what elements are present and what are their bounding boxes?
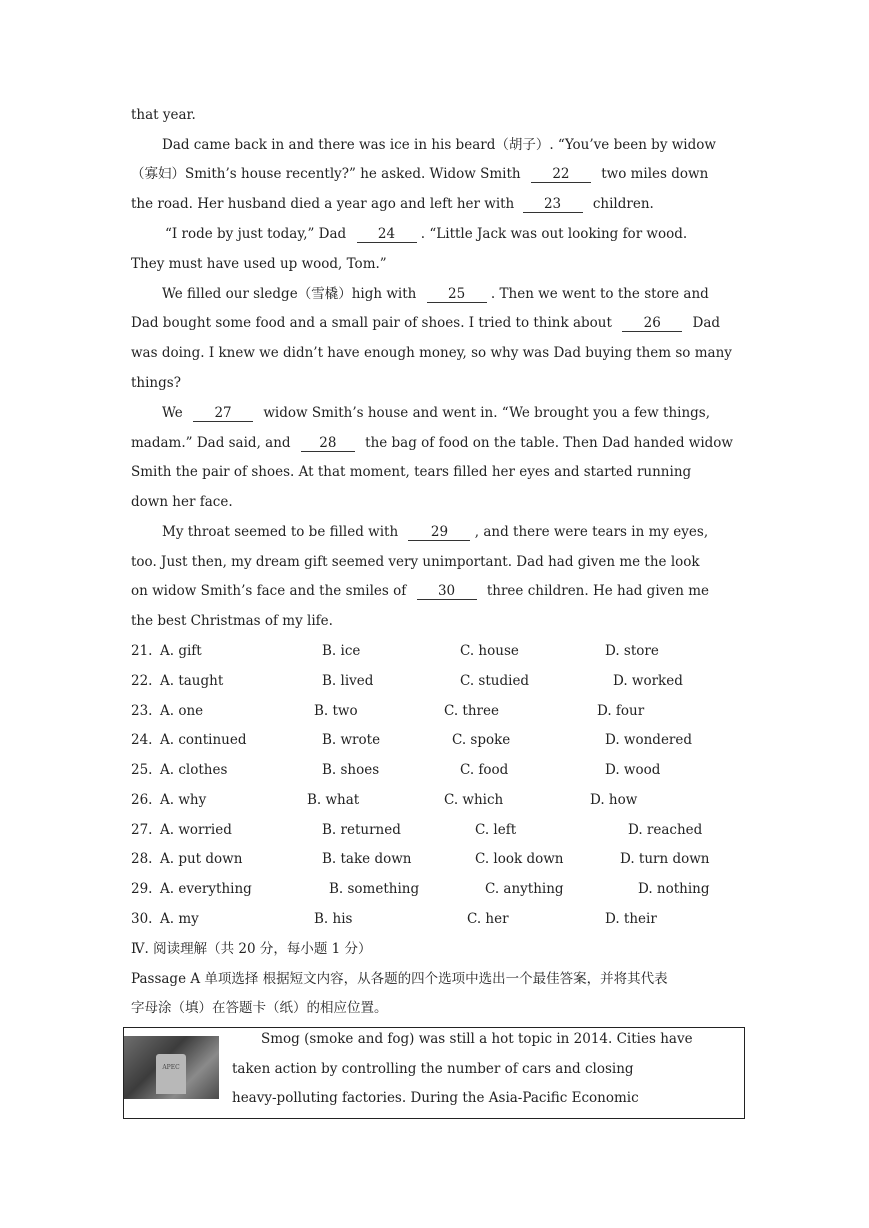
blank-30: 30 xyxy=(417,583,477,600)
story-line: We 27 widow Smith’s house and went in. “We brought you a few things, xyxy=(162,405,711,421)
option-b[interactable]: B. wrote xyxy=(322,732,381,748)
question-number: 22. xyxy=(131,673,153,689)
option-d[interactable]: D. store xyxy=(605,643,659,659)
apec-stone xyxy=(156,1054,186,1094)
question-number: 24. xyxy=(131,732,153,748)
apec-photo xyxy=(124,1036,219,1099)
option-d[interactable]: D. wondered xyxy=(605,732,693,748)
option-c[interactable]: C. anything xyxy=(485,881,564,897)
option-d[interactable]: D. four xyxy=(597,703,645,719)
option-a[interactable]: A. gift xyxy=(160,643,202,659)
blank-29: 29 xyxy=(408,524,470,541)
option-d[interactable]: D. worked xyxy=(613,673,683,689)
option-b[interactable]: B. ice xyxy=(322,643,361,659)
passage-line: heavy-polluting factories. During the Asia-Pacific Economic xyxy=(232,1090,639,1106)
question-number: 27. xyxy=(131,822,153,838)
option-c[interactable]: C. look down xyxy=(475,851,564,867)
option-c[interactable]: C. left xyxy=(475,822,517,838)
question-29 xyxy=(131,879,751,899)
option-d[interactable]: D. nothing xyxy=(638,881,710,897)
option-a[interactable]: A. put down xyxy=(160,851,243,867)
option-b[interactable]: B. lived xyxy=(322,673,374,689)
option-c[interactable]: C. spoke xyxy=(452,732,511,748)
question-24 xyxy=(131,730,751,750)
option-a[interactable]: A. taught xyxy=(160,673,224,689)
story-line: “I rode by just today,” Dad 24 . “Little Jack was out looking for wood. xyxy=(165,226,688,242)
story-line: the road. Her husband died a year ago and left her with 23 children. xyxy=(131,196,654,212)
blank-28: 28 xyxy=(301,435,355,452)
option-c[interactable]: C. studied xyxy=(460,673,530,689)
option-a[interactable]: A. why xyxy=(160,792,207,808)
story-line: （寡妇）Smith’s house recently?” he asked. Widow Smith 22 two miles down xyxy=(131,166,709,182)
question-number: 29. xyxy=(131,881,153,897)
story-line: Smith the pair of shoes. At that moment, tears filled her eyes and started running xyxy=(131,464,692,480)
option-a[interactable]: A. continued xyxy=(160,732,247,748)
question-22 xyxy=(131,671,751,691)
question-30 xyxy=(131,909,751,929)
blank-22: 22 xyxy=(531,166,591,183)
option-a[interactable]: A. one xyxy=(160,703,204,719)
blank-24: 24 xyxy=(357,226,417,243)
story-line: too. Just then, my dream gift seemed very unimportant. Dad had given me the look xyxy=(131,554,700,570)
option-b[interactable]: B. two xyxy=(314,703,358,719)
question-number: 25. xyxy=(131,762,153,778)
option-c[interactable]: C. three xyxy=(444,703,499,719)
option-a[interactable]: A. clothes xyxy=(160,762,228,778)
apec-stone-label: APEC xyxy=(162,1064,180,1071)
story-line: My throat seemed to be filled with 29 , and there were tears in my eyes, xyxy=(162,524,709,540)
option-c[interactable]: C. house xyxy=(460,643,519,659)
option-b[interactable]: B. his xyxy=(314,911,353,927)
option-b[interactable]: B. what xyxy=(307,792,360,808)
question-number: 23. xyxy=(131,703,153,719)
blank-25: 25 xyxy=(427,286,487,303)
story-line: They must have used up wood, Tom.” xyxy=(131,256,387,272)
option-d[interactable]: D. reached xyxy=(628,822,703,838)
option-a[interactable]: A. everything xyxy=(160,881,252,897)
question-number: 28. xyxy=(131,851,153,867)
option-b[interactable]: B. shoes xyxy=(322,762,380,778)
option-b[interactable]: B. returned xyxy=(322,822,401,838)
question-23 xyxy=(131,701,751,721)
story-line: We filled our sledge（雪橇）high with 25 . Then we went to the store and xyxy=(162,286,709,302)
question-26 xyxy=(131,790,751,810)
story-line: that year. xyxy=(131,107,196,123)
question-number: 21. xyxy=(131,643,153,659)
blank-26: 26 xyxy=(622,315,682,332)
story-line: on widow Smith’s face and the smiles of 30 three children. He had given me xyxy=(131,583,710,599)
passage-line: taken action by controlling the number of cars and closing xyxy=(232,1061,634,1077)
question-27 xyxy=(131,820,751,840)
passage-line: Smog (smoke and fog) was still a hot topic in 2014. Cities have xyxy=(261,1031,693,1047)
question-28 xyxy=(131,849,751,869)
story-line: the best Christmas of my life. xyxy=(131,613,333,629)
story-line: down her face. xyxy=(131,494,233,510)
option-d[interactable]: D. turn down xyxy=(620,851,710,867)
option-d[interactable]: D. their xyxy=(605,911,657,927)
option-a[interactable]: A. my xyxy=(160,911,199,927)
option-d[interactable]: D. wood xyxy=(605,762,661,778)
story-line: things? xyxy=(131,375,181,391)
question-number: 30. xyxy=(131,911,153,927)
section-instruction: 字母涂（填）在答题卡（纸）的相应位置。 xyxy=(131,1000,388,1016)
section-heading: Ⅳ. 阅读理解（共 20 分，每小题 1 分） xyxy=(131,941,372,957)
story-line: Dad came back in and there was ice in his beard（胡子）. “You’ve been by widow xyxy=(162,137,716,153)
question-21 xyxy=(131,641,751,661)
story-line: Dad bought some food and a small pair of shoes. I tried to think about 26 Dad xyxy=(131,315,721,331)
option-c[interactable]: C. which xyxy=(444,792,504,808)
option-d[interactable]: D. how xyxy=(590,792,638,808)
passage-a-box xyxy=(123,1027,745,1119)
option-b[interactable]: B. take down xyxy=(322,851,412,867)
blank-23: 23 xyxy=(523,196,583,213)
blank-27: 27 xyxy=(193,405,253,422)
question-25 xyxy=(131,760,751,780)
option-c[interactable]: C. her xyxy=(467,911,509,927)
story-line: was doing. I knew we didn’t have enough money, so why was Dad buying them so many xyxy=(131,345,732,361)
story-line: madam.” Dad said, and 28 the bag of food on the table. Then Dad handed widow xyxy=(131,435,733,451)
question-number: 26. xyxy=(131,792,153,808)
option-b[interactable]: B. something xyxy=(329,881,420,897)
option-c[interactable]: C. food xyxy=(460,762,509,778)
option-a[interactable]: A. worried xyxy=(160,822,232,838)
section-instruction: Passage A 单项选择 根据短文内容，从各题的四个选项中选出一个最佳答案，并将其代表 xyxy=(131,971,668,987)
